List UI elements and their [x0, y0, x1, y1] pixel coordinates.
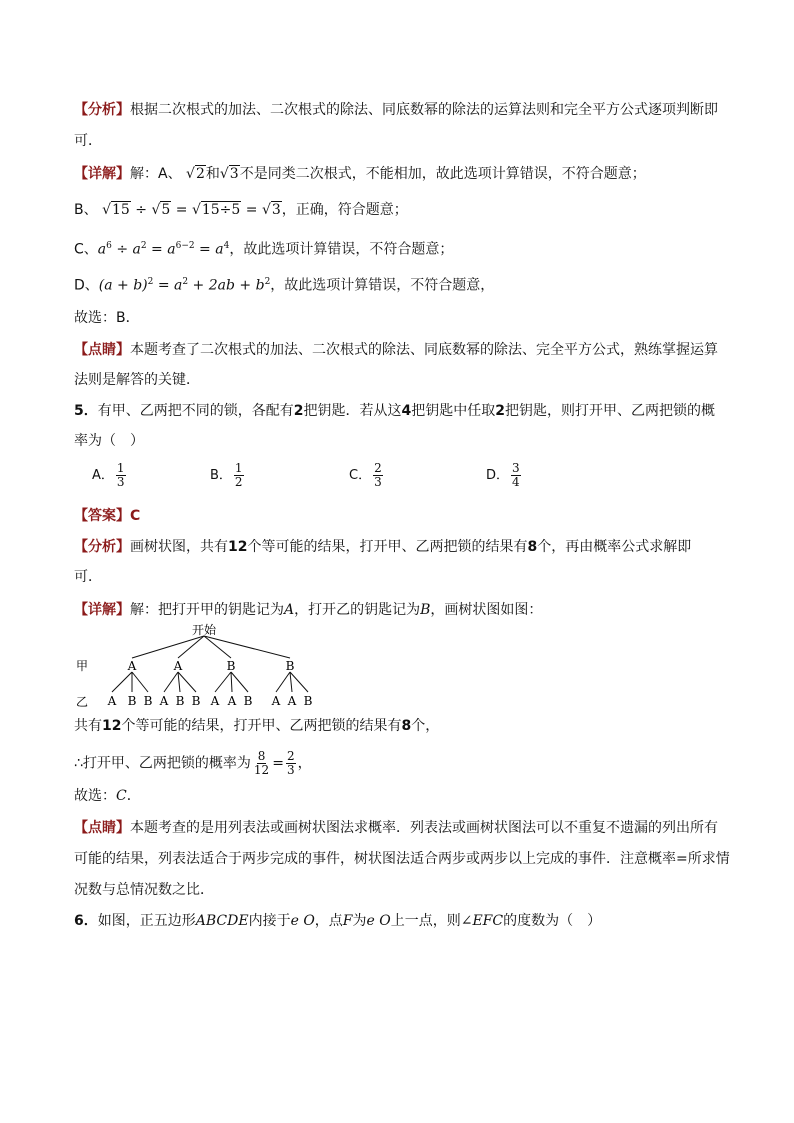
tree-node: A	[173, 659, 183, 673]
question-number: 6．	[74, 913, 98, 929]
q5-comment-line-1: 【点睛】本题考查的是用列表法或画树状图法求概率．列表法或画树状图法可以不重复不遗漏的列出所有	[74, 820, 718, 836]
sqrt-2: √2	[186, 166, 205, 182]
q5-answer	[74, 506, 140, 526]
question-number: 5．	[74, 403, 98, 419]
tree-edges	[112, 636, 308, 692]
tree-leaf: B	[191, 694, 201, 708]
q6-stem: 6．如图，正五边形ABCDE内接于e O，点F为e O上一点，则∠EFC的度数为（ ）	[74, 913, 602, 929]
tree-leaf: A	[227, 694, 237, 708]
detail-tag: 【详解】	[74, 166, 130, 182]
tree-leaf: A	[210, 694, 220, 708]
q5-stem-line-1: 5．有甲、乙两把不同的锁，各配有2把钥匙．若从这4把钥匙中任取2把钥匙，则打开甲、乙两把锁的概	[74, 403, 715, 419]
tree-leaf: B	[127, 694, 137, 708]
tree-diagram	[74, 622, 334, 712]
q4-detail-c: C、$a^6 \div a^2 = a^{6-2} = a^4$，故此选项计算错误，不符合题意；	[74, 241, 454, 258]
q4-detail-b: B、 √15 ÷ √5 = √15÷5 = √3，正确，符合题意；	[74, 202, 408, 218]
q5-analysis-line-1: 【分析】画树状图，共有12个等可能的结果，打开甲、乙两把锁的结果有8个，再由概率公式求解即	[74, 539, 692, 555]
q5-probability: ∴打开甲、乙两把锁的概率为 $\frac{8}{12}$ = $\frac{2}{3}$ ，	[74, 749, 312, 777]
q5-result: 共有12个等可能的结果，打开甲、乙两把锁的结果有8个，	[74, 718, 440, 734]
tree-root: 开始	[191, 623, 217, 637]
q5-stem-line-2: 率为（ ）	[74, 433, 144, 449]
tree-leaf: A	[159, 694, 169, 708]
tree-node: B	[226, 659, 236, 673]
q4-analysis-line-2: 可．	[74, 133, 102, 149]
q4-comment-line-2: 法则是解答的关键．	[74, 372, 200, 388]
option-a: A． $\frac{1}{3}$	[92, 461, 125, 489]
tree-leaf: B	[175, 694, 185, 708]
q5-choose: 故选：C．	[74, 788, 141, 804]
tree-leaf: A	[287, 694, 297, 708]
option-b: B． $\frac{1}{2}$	[210, 461, 243, 489]
tree-leaf: B	[243, 694, 253, 708]
q4-analysis-line-1: 【分析】根据二次根式的加法、二次根式的除法、同底数幂的除法的运算法则和完全平方公式逐项判断即	[74, 102, 718, 118]
q5-analysis-line-2: 可．	[74, 569, 102, 585]
answer-tag: 【答案】	[74, 508, 130, 524]
q5-detail: 【详解】解：把打开甲的钥匙记为A，打开乙的钥匙记为B，画树状图如图：	[74, 602, 543, 618]
q5-comment-line-2: 可能的结果，列表法适合于两步完成的事件，树状图法适合两步或两步以上完成的事件．注意概率=所求情	[74, 851, 730, 867]
q4-choose: 故选：B．	[74, 310, 140, 326]
tree-node: A	[127, 659, 137, 673]
q4-detail-d: D、$(a + b)^2 = a^2 + 2ab + b^2$，故此选项计算错误，不符合题意，	[74, 277, 495, 294]
q4-detail-a: 【详解】解：A、 √2和√3不是同类二次根式，不能相加，故此选项计算错误，不符合题意；	[74, 166, 646, 182]
tree-node: B	[285, 659, 295, 673]
tree-leaf: B	[303, 694, 313, 708]
q4-comment-line-1: 【点睛】本题考查了二次根式的加法、二次根式的除法、同底数幂的除法、完全平方公式，熟练掌握运算	[74, 342, 718, 358]
option-d: D． $\frac{3}{4}$	[486, 461, 520, 489]
analysis-tag: 【分析】	[74, 102, 130, 118]
tree-leaf: A	[271, 694, 281, 708]
tree-row-label-jia: 甲	[76, 659, 89, 673]
tree-leaf: A	[107, 694, 117, 708]
tree-row-label-yi: 乙	[76, 695, 89, 709]
tree-leaf: B	[143, 694, 153, 708]
answer-value: C	[130, 508, 141, 524]
option-c: C． $\frac{2}{3}$	[349, 461, 382, 489]
q5-comment-line-3: 况数与总情况数之比．	[74, 882, 214, 898]
sqrt-3: √3	[219, 166, 239, 182]
comment-tag: 【点睛】	[74, 342, 130, 358]
